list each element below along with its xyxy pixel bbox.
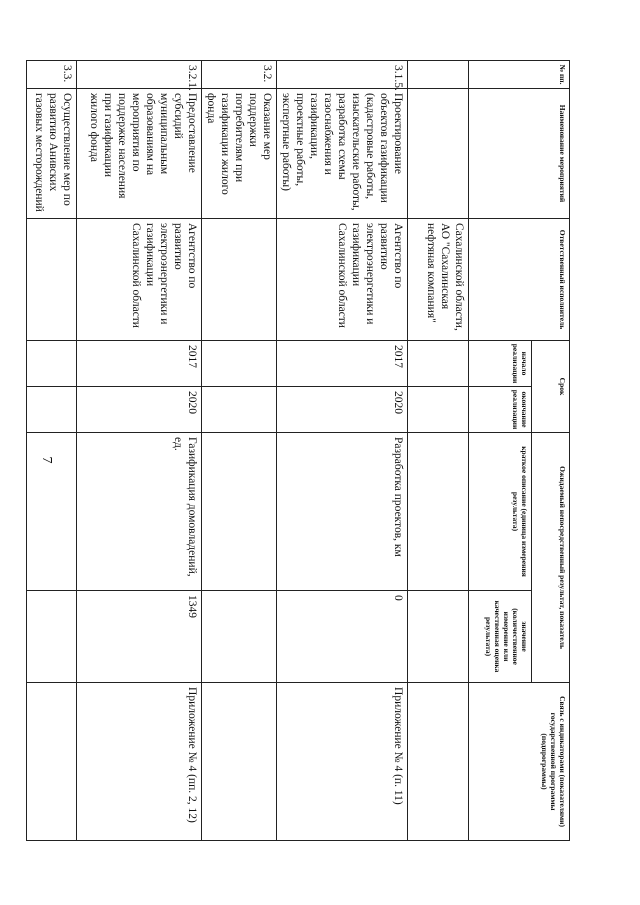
table-row — [408, 61, 469, 841]
cell-desc: Газификация домовладений, ед. — [77, 433, 202, 591]
cell-desc — [202, 433, 277, 591]
cell-executor — [202, 219, 277, 341]
header-value: значение (количественное измерение или качественная оценка результата) — [469, 591, 532, 683]
cell-value — [202, 591, 277, 683]
cell-start: 2017 — [277, 341, 408, 387]
header-term: Срок — [532, 341, 570, 433]
cell-num: 3.2. — [202, 61, 277, 89]
cell-value — [408, 591, 469, 683]
table-wrapper — [33, 60, 570, 840]
cell-num: 3.2.1. — [77, 61, 202, 89]
cell-name: Проектирование объектов газификации (кадастровые работы, изыскательские работы, разработка схемы газоснабжения и газификации, проектные работы, экспертные работы) — [277, 89, 408, 219]
cell-executor: Агентство по развитию электроэнергетики и газификации Сахалинской области — [277, 219, 408, 341]
cell-executor — [27, 219, 77, 341]
activities-table — [26, 60, 570, 841]
cell-end: 2020 — [277, 387, 408, 433]
cell-start — [408, 341, 469, 387]
header-num: № пп. — [469, 61, 570, 89]
cell-end — [408, 387, 469, 433]
cell-desc: Разработка проектов, км — [277, 433, 408, 591]
cell-end — [27, 387, 77, 433]
cell-num: 3.1.5. — [277, 61, 408, 89]
cell-num: 3.3. — [27, 61, 77, 89]
table-row — [277, 61, 408, 841]
cell-start: 2017 — [77, 341, 202, 387]
cell-name: Осуществление мер по развитию Анивских газовых месторождений — [27, 89, 77, 219]
cell-end — [202, 387, 277, 433]
page-number: 7 — [39, 456, 54, 464]
header-end: окончание реализации — [469, 387, 532, 433]
header-executor: Ответственный исполнитель — [469, 219, 570, 341]
table-row — [77, 61, 202, 841]
cell-link: Приложение № 4 (п. 11) — [277, 683, 408, 841]
header-start: начало реализации — [469, 341, 532, 387]
cell-value: 1349 — [77, 591, 202, 683]
cell-executor: Агентство по развитию электроэнергетики и газификации Сахалинской области — [77, 219, 202, 341]
cell-value: 0 — [277, 591, 408, 683]
cell-start — [202, 341, 277, 387]
header-row-1 — [532, 61, 570, 841]
cell-name — [408, 89, 469, 219]
header-expected: Ожидаемый непосредственный результат, показатель — [532, 433, 570, 683]
cell-start — [27, 341, 77, 387]
cell-desc — [408, 433, 469, 591]
table-row — [27, 61, 77, 841]
cell-desc — [27, 433, 77, 591]
header-link: Связь с индикаторами (показателями) государственной программы (подпрограммы) — [469, 683, 570, 841]
rotated-table-container — [33, 60, 570, 840]
cell-link — [27, 683, 77, 841]
cell-value — [27, 591, 77, 683]
header-desc: краткое описание (единица измерения результата) — [469, 433, 532, 591]
cell-end: 2020 — [77, 387, 202, 433]
cell-link — [408, 683, 469, 841]
cell-name: Предоставление субсидий муниципальным образованиям на мероприятия по поддержке населения при газификации жилого фонда — [77, 89, 202, 219]
cell-link: Приложение № 4 (пп. 2, 12) — [77, 683, 202, 841]
table-row — [202, 61, 277, 841]
cell-link — [202, 683, 277, 841]
cell-num — [408, 61, 469, 89]
cell-executor: Сахалинской области, АО "Сахалинская нефтяная компания" — [408, 219, 469, 341]
header-name: Наименование мероприятий — [469, 89, 570, 219]
cell-name: Оказание мер поддержки потребителям при газификации жилого фонда — [202, 89, 277, 219]
